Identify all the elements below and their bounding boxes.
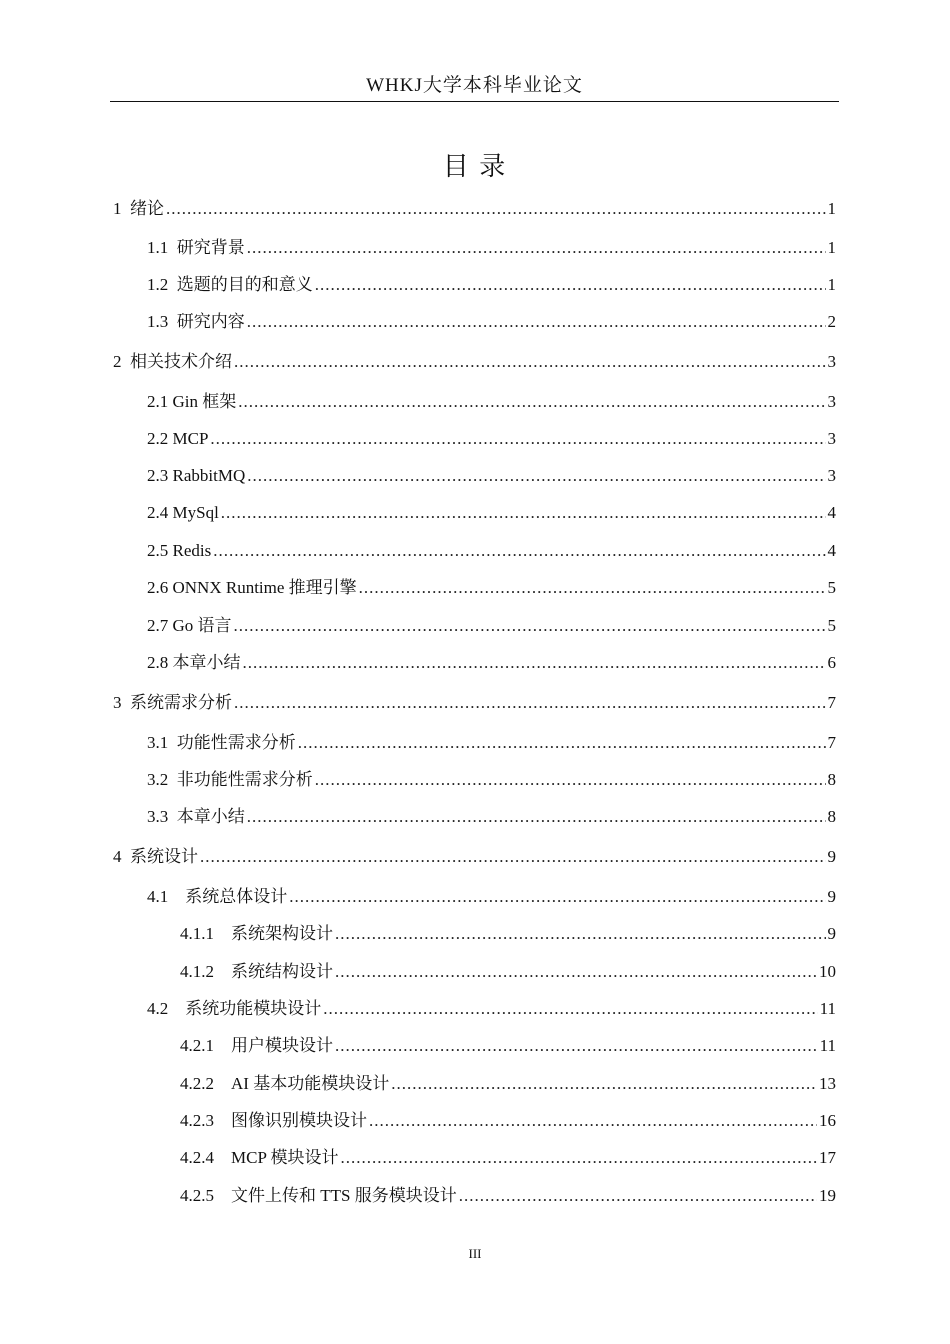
toc-entry-page: 9	[827, 847, 836, 866]
toc-entry-page: 17	[819, 1148, 836, 1167]
toc-entry[interactable]	[113, 842, 836, 868]
toc-entry[interactable]	[113, 688, 836, 714]
toc-entry[interactable]	[180, 919, 836, 945]
toc-entry-number: 1.3	[147, 312, 177, 331]
toc-entry[interactable]	[147, 611, 836, 637]
page-number: III	[468, 1246, 482, 1261]
toc-entry[interactable]	[180, 1031, 836, 1057]
toc-entry-number: 3.2	[147, 770, 177, 789]
toc-entry-label: AI 基本功能模块设计	[231, 1074, 390, 1093]
toc-entry-label: 研究背景	[176, 238, 245, 257]
toc-entry[interactable]	[147, 994, 836, 1020]
toc-entry-label: Go 语言	[172, 616, 232, 635]
toc-entry-number: 4.1	[147, 887, 186, 906]
toc-entry-page: 11	[819, 999, 836, 1018]
toc-entry-page: 1	[827, 238, 836, 257]
dot-leader	[459, 1185, 817, 1207]
dot-leader	[369, 1110, 817, 1132]
toc-entry-number: 3.3	[147, 807, 177, 826]
toc-entry[interactable]	[180, 957, 836, 983]
toc-entry[interactable]	[147, 882, 836, 908]
toc-entry-label: 系统设计	[130, 847, 198, 866]
toc-entry-number: 2.4	[147, 503, 173, 522]
toc-entry-page: 8	[827, 770, 836, 789]
dot-leader	[315, 274, 826, 296]
dot-leader	[359, 577, 826, 599]
toc-entry-page: 6	[827, 653, 836, 672]
toc-entry[interactable]	[180, 1106, 836, 1132]
toc-entry-page: 3	[827, 466, 836, 485]
toc-entry[interactable]	[147, 461, 836, 487]
toc-entry-number: 4.1.2	[180, 962, 231, 981]
dot-leader	[166, 198, 826, 220]
toc-entry-label: 本章小结	[176, 807, 245, 826]
toc-entry-label: ONNX Runtime 推理引擎	[172, 578, 357, 597]
toc-entry-page: 8	[827, 807, 836, 826]
toc-entry[interactable]	[147, 536, 836, 562]
toc-entry-page: 7	[827, 733, 836, 752]
dot-leader	[247, 806, 826, 828]
toc-entry[interactable]	[147, 424, 836, 450]
toc-entry-number: 4.2	[147, 999, 186, 1018]
toc-entry[interactable]	[180, 1069, 836, 1095]
toc-entry-number: 1	[113, 199, 130, 218]
page-header: WHKJ大学本科毕业论文	[366, 75, 583, 96]
toc-entry-page: 4	[827, 503, 836, 522]
toc-entry[interactable]	[113, 347, 836, 373]
toc-entry-page: 16	[819, 1111, 836, 1130]
toc-entry-page: 2	[827, 312, 836, 331]
toc-entry-page: 3	[827, 352, 836, 371]
dot-leader	[234, 692, 826, 714]
dot-leader	[289, 886, 825, 908]
toc-entry-label: MCP	[172, 429, 209, 448]
toc-entry[interactable]	[147, 387, 836, 413]
toc-entry-label: 本章小结	[172, 653, 241, 672]
toc-entry-page: 9	[827, 924, 836, 943]
toc-entry-page: 1	[827, 275, 836, 294]
toc-entry-label: RabbitMQ	[172, 466, 246, 485]
toc-entry-number: 3	[113, 693, 130, 712]
dot-leader	[341, 1147, 817, 1169]
toc-entry-page: 11	[819, 1036, 836, 1055]
toc-title: 目 录	[442, 152, 508, 181]
toc-entry-number: 4.2.3	[180, 1111, 231, 1130]
toc-entry-page: 13	[819, 1074, 836, 1093]
toc-entry-number: 4.2.1	[180, 1036, 231, 1055]
toc-entry-number: 4	[113, 847, 130, 866]
toc-entry-number: 4.2.5	[180, 1186, 231, 1205]
dot-leader	[238, 391, 825, 413]
toc-entry-number: 3.1	[147, 733, 177, 752]
toc-entry-number: 2	[113, 352, 130, 371]
dot-leader	[323, 998, 817, 1020]
toc-entry-label: 系统功能模块设计	[185, 999, 322, 1018]
toc-entry-number: 2.1	[147, 392, 173, 411]
toc-entry-page: 5	[827, 616, 836, 635]
dot-leader	[200, 846, 826, 868]
dot-leader	[247, 311, 826, 333]
toc-entry[interactable]	[147, 802, 836, 828]
toc-entry[interactable]	[147, 233, 836, 259]
toc-entry-number: 4.2.4	[180, 1148, 231, 1167]
toc-entry-page: 5	[827, 578, 836, 597]
toc-entry-label: 用户模块设计	[231, 1036, 333, 1055]
toc-entry[interactable]	[147, 573, 836, 599]
toc-entry[interactable]	[180, 1181, 836, 1207]
toc-entry-page: 10	[819, 962, 836, 981]
toc-entry-label: MCP 模块设计	[231, 1148, 339, 1167]
toc-entry-label: 研究内容	[176, 312, 245, 331]
toc-entry-number: 1.2	[147, 275, 177, 294]
toc-entry-label: 选题的目的和意义	[176, 275, 313, 294]
toc-entry-number: 2.6	[147, 578, 173, 597]
dot-leader	[247, 237, 826, 259]
toc-entry-label: 相关技术介绍	[130, 352, 232, 371]
toc-entry[interactable]	[147, 648, 836, 674]
toc-entry-label: 系统架构设计	[231, 924, 333, 943]
toc-entry-number: 2.3	[147, 466, 173, 485]
dot-leader	[234, 615, 826, 637]
toc-entry[interactable]	[147, 307, 836, 333]
toc-entry[interactable]	[180, 1143, 836, 1169]
toc-entry-number: 1.1	[147, 238, 177, 257]
toc-entry-page: 19	[819, 1186, 836, 1205]
header-divider	[110, 101, 839, 102]
toc-entry-number: 4.2.2	[180, 1074, 231, 1093]
dot-leader	[213, 540, 825, 562]
dot-leader	[234, 351, 826, 373]
dot-leader	[221, 502, 826, 524]
toc-entry-label: Gin 框架	[172, 392, 237, 411]
toc-entry[interactable]	[147, 270, 836, 296]
toc-entry-page: 3	[827, 392, 836, 411]
toc-entry[interactable]	[113, 194, 836, 220]
toc-entry-label: 图像识别模块设计	[231, 1111, 367, 1130]
toc-entry-label: 非功能性需求分析	[176, 770, 313, 789]
dot-leader	[247, 465, 825, 487]
toc-entry-number: 2.7	[147, 616, 173, 635]
toc-entry-page: 1	[827, 199, 836, 218]
dot-leader	[243, 652, 826, 674]
dot-leader	[391, 1073, 817, 1095]
toc-entry-page: 4	[827, 541, 836, 560]
toc-entry-page: 3	[827, 429, 836, 448]
toc-entry-number: 2.2	[147, 429, 173, 448]
toc-entry-number: 2.5	[147, 541, 173, 560]
toc-entry[interactable]	[147, 765, 836, 791]
toc-entry-label: 系统总体设计	[185, 887, 288, 906]
dot-leader	[335, 923, 826, 945]
dot-leader	[210, 428, 825, 450]
toc-entry-page: 9	[827, 887, 836, 906]
toc-entry-label: Redis	[172, 541, 212, 560]
dot-leader	[315, 769, 826, 791]
toc-entry[interactable]	[147, 498, 836, 524]
toc-entry-label: 功能性需求分析	[176, 733, 296, 752]
toc-entry-number: 2.8	[147, 653, 173, 672]
toc-entry-label: 绪论	[130, 199, 164, 218]
toc-entry-label: 文件上传和 TTS 服务模块设计	[231, 1186, 457, 1205]
dot-leader	[298, 732, 826, 754]
toc-entry-number: 4.1.1	[180, 924, 231, 943]
toc-entry[interactable]	[147, 728, 836, 754]
dot-leader	[335, 961, 817, 983]
toc-entry-label: MySql	[172, 503, 219, 522]
toc-entry-label: 系统结构设计	[231, 962, 333, 981]
dot-leader	[335, 1035, 818, 1057]
toc-entry-page: 7	[827, 693, 836, 712]
toc-entry-label: 系统需求分析	[130, 693, 232, 712]
